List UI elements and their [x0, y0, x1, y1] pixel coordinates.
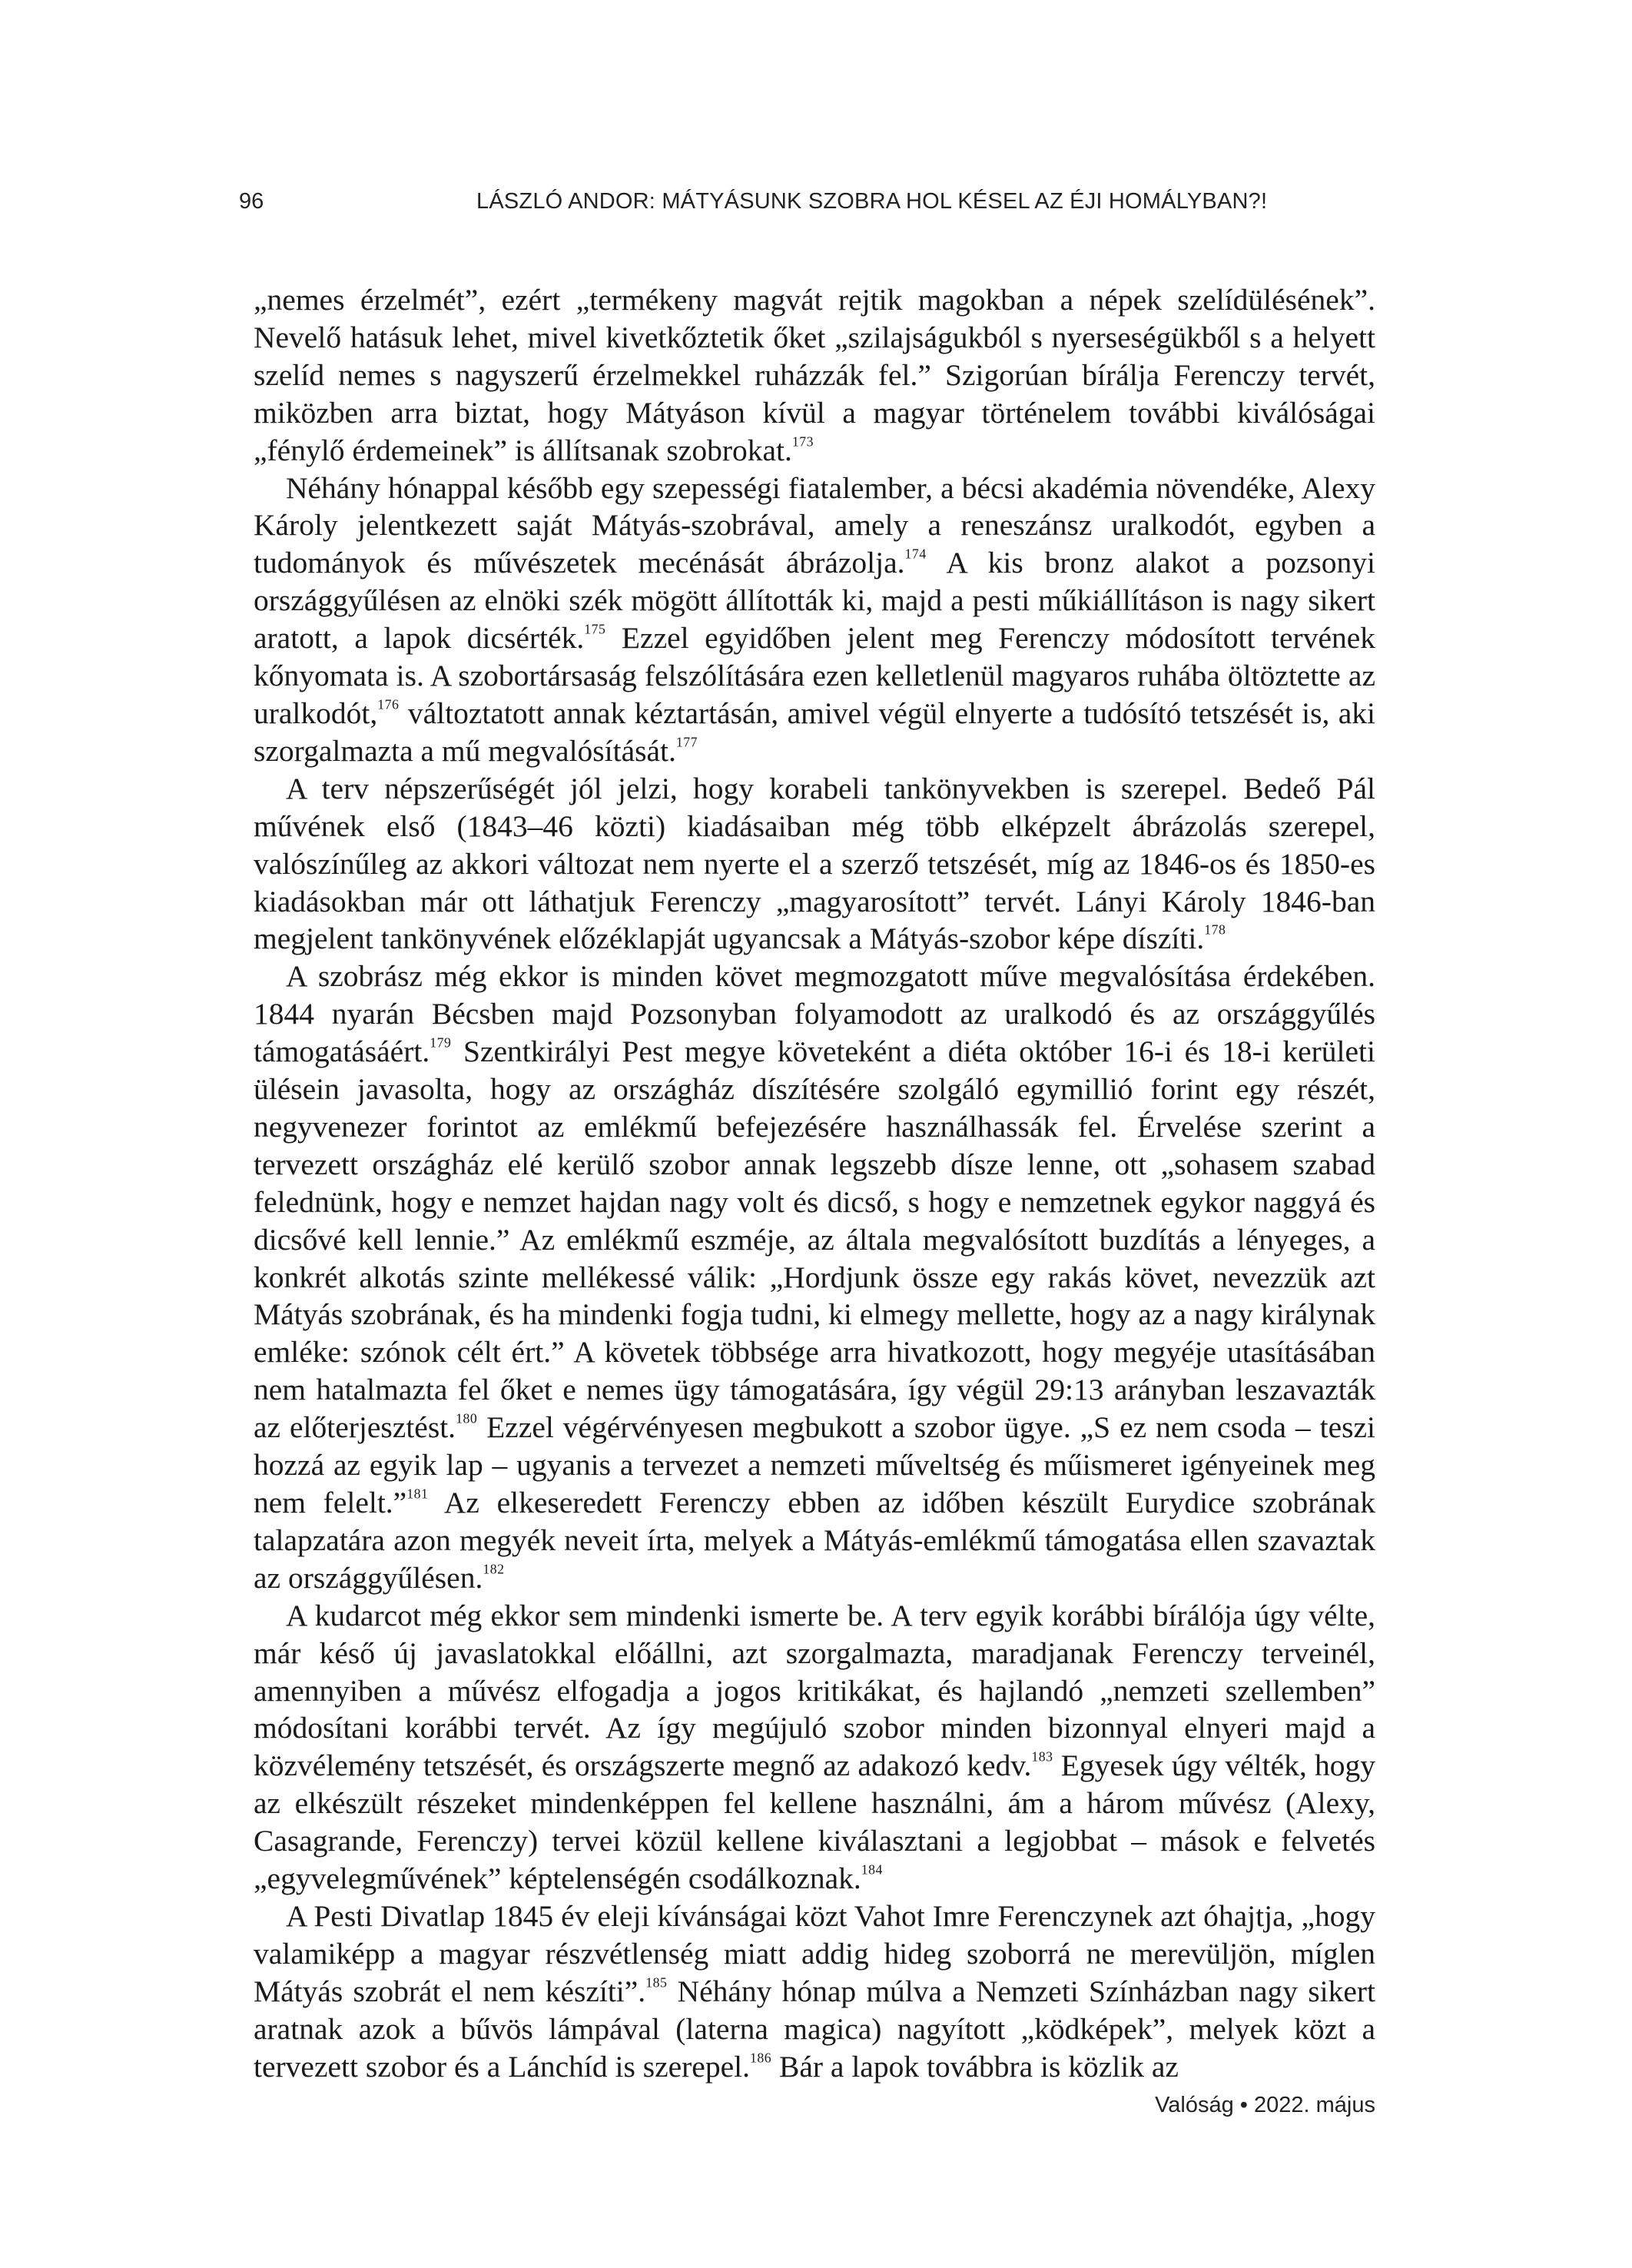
text-run: A kis bronz alakot a pozsonyi országgyűlésen az elnöki szék mögött állították ki, majd a pesti műkiállításon is nagy sikert aratott, a lapok dicsérték. [254, 546, 1376, 656]
running-title: LÁSZLÓ ANDOR: MÁTYÁSUNK SZOBRA HOL KÉSEL AZ ÉJI HOMÁLYBAN?! [476, 189, 1268, 214]
text-run: változtatott annak kéztartásán, amivel végül elnyerte a tudósító tetszését is, aki szorgalmazta a mű megvalósítását. [254, 696, 1375, 768]
footnote-marker: 184 [861, 1861, 883, 1878]
text-run: A kudarcot még ekkor sem mindenki ismerte be. A terv egyik korábbi bírálója úgy vélte, már késő új javaslatokkal előállni, azt szorgalmazta, maradjanak Ferenczy terveinél, amennyiben a művész elfogadja a jogos kritikákat, és hajlandó „nemzeti szellemben” módosítani korábbi tervét. Az így megújuló szobor minden bizonnyal elnyeri majd a közvélemény tetszését, és országszerte megnő az adakozó kedv. [254, 1598, 1375, 1783]
page-footer [1122, 2093, 1375, 2118]
paragraph [254, 281, 1375, 470]
text-run: Az elkeseredett Ferenczy ebben az időben készült Eurydice szobrának talapzatára azon megyék neveit írta, melyek a Mátyás-emlékmű támogatása ellen szavaztak az országgyűlésen. [254, 1486, 1375, 1595]
footnote-marker: 179 [430, 1034, 452, 1051]
text-run: Ezzel egyidőben jelent meg Ferenczy módosított tervének kőnyomata is. A szobortársaság felszólítására ezen kelletlenül magyaros ruhába öltöztette az uralkodót, [254, 621, 1376, 730]
text-run: Néhány hónap múlva a Nemzeti Színházban nagy sikert aratnak azok a bűvös lámpával (laterna magica) nagyított „ködképek”, melyek közt a tervezett szobor és a Lánchíd is szerepel. [254, 1974, 1375, 2084]
publication-info: Valóság • 2022. május [1155, 2093, 1375, 2117]
footnote-marker: 180 [456, 1410, 478, 1426]
footnote-marker: 183 [1031, 1748, 1053, 1765]
text-run: Szentkirályi Pest megye követeként a diéta október 16-i és 18-i kerületi ülésein javasolta, hogy az országház díszítésére szolgáló egymillió forint egy részét, negyvenezer forintot az emlékmű befejezésére használhassák fel. Érvelése szerint a tervezett országház elé kerülő szobor annak legszebb dísze lenne, ott „sohasem szabad felednünk, hogy e nemzet hajdan nagy volt és dicső, s hogy e nemzetnek egykor naggyá és dicsővé kell lennie.” Az emlékmű eszméje, az általa megvalósított buzdítás a lényeges, a konkrét alkotás szinte mellékessé válik: „Hordjunk össze egy rakás követ, nevezzük azt Mátyás szobrának, és ha mindenki fogja tudni, ki elmegy mellette, hogy az a nagy királynak emléke: szónok célt ért.” A követek többsége arra hivatkozott, hogy megyéje utasításában nem hatalmazta fel őket e nemes ügy támogatására, így végül 29:13 arányban leszavazták az előterjesztést. [254, 1034, 1375, 1445]
footnote-marker: 177 [675, 734, 698, 750]
text-run: Néhány hónappal később egy szepességi fiatalember, a bécsi akadémia növendéke, Alexy Károly jelentkezett saját Mátyás-szobrával, amely a reneszánsz uralkodót, egyben a tudományok és művészetek mecénását ábrázolja. [254, 470, 1375, 580]
page-header [0, 189, 1632, 235]
paragraph [254, 958, 1375, 1596]
article-body [254, 281, 1375, 2086]
text-run: Egyesek úgy vélték, hogy az elkészült részeket mindenképpen fel kellene használni, ám a három művész (Alexy, Casagrande, Ferenczy) tervei közül kellene kiválasztani a legjobbat – mások e felvetés „egyvelegművének” képtelenségén csodálkoznak. [254, 1748, 1375, 1896]
footnote-marker: 185 [645, 1974, 668, 1991]
footnote-marker: 186 [749, 2049, 772, 2065]
footnote-marker: 176 [377, 696, 400, 712]
footnote-marker: 178 [1204, 921, 1226, 938]
text-run: A Pesti Divatlap 1845 év eleji kívánságai közt Vahot Imre Ferenczynek azt óhajtja, „hogy valamiképp a magyar részvétlenség miatt addig hideg szoborrá ne merevüljön, míglen Mátyás szobrát el nem készíti”. [254, 1898, 1375, 2008]
text-run: A terv népszerűségét jól jelzi, hogy korabeli tankönyvekben is szerepel. Bedeő Pál művének első (1843–46 közti) kiadásaiban még több elképzelt ábrázolás szerepel, valószínűleg az akkori változat nem nyerte el a szerző tetszését, míg az 1846-os és 1850-es kiadásokban már ott láthatjuk Ferenczy „magyarosított” tervét. Lányi Károly 1846-ban megjelent tankönyvének előzéklapját ugyancsak a Mátyás-szobor képe díszíti. [254, 771, 1375, 956]
page-number: 96 [239, 189, 264, 214]
paragraph [254, 1898, 1375, 2086]
footnote-marker: 174 [904, 546, 927, 562]
text-run: Bár a lapok továbbra is közlik az [771, 2049, 1179, 2084]
footnote-marker: 182 [483, 1561, 505, 1577]
footnote-marker: 175 [584, 621, 606, 637]
paragraph [254, 770, 1375, 958]
text-run: Ezzel végérvényesen megbukott a szobor ügye. „S ez nem csoda – teszi hozzá az egyik lap – ugyanis a tervezet a nemzeti műveltség és műismeret igényeinek meg nem felelt.” [254, 1410, 1375, 1519]
footnote-marker: 173 [791, 433, 814, 449]
text-run: „nemes érzelmét”, ezért „termékeny magvát rejtik magokban a népek szelídülésének”. Nevelő hatásuk lehet, mivel kivetkőztetik őket „szilajságukból s nyerseségükből s a helyett szelíd nemes s nagyszerű érzelmekkel ruházzák fel.” Szigorúan bírálja Ferenczy tervét, miközben arra biztat, hogy Mátyáson kívül a magyar történelem további kiválóságai „fénylő érdemeinek” is állítsanak szobrokat. [254, 283, 1375, 467]
paragraph [254, 1597, 1375, 1898]
paragraph [254, 470, 1375, 770]
text-run: A szobrász még ekkor is minden követ megmozgatott műve megvalósítása érdekében. 1844 nyarán Bécsben majd Pozsonyban folyamodott az uralkodó és az országgyűlés támogatásáért. [254, 959, 1375, 1069]
footnote-marker: 181 [406, 1486, 429, 1502]
